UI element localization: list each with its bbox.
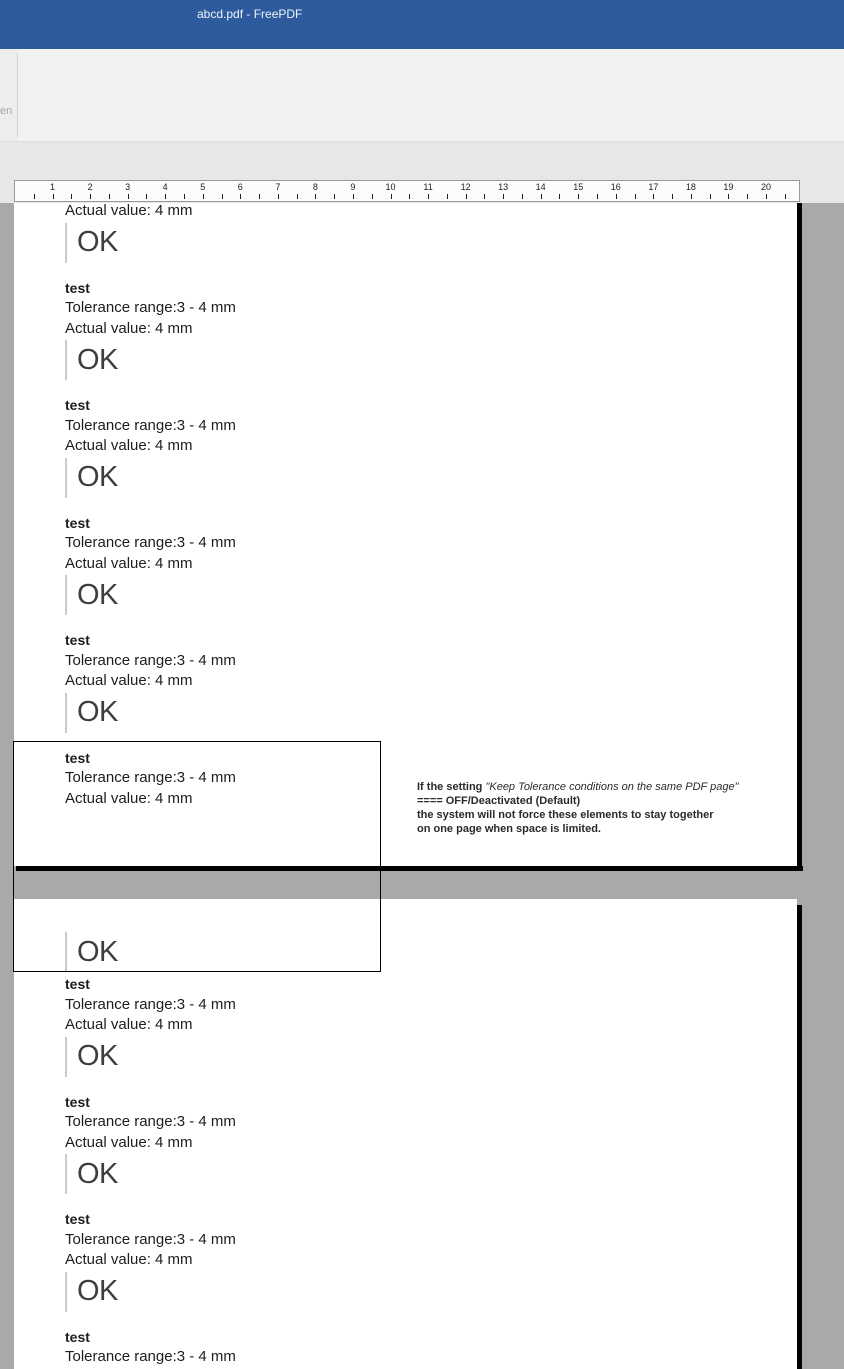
ruler-tick	[710, 194, 711, 199]
ruler-tick	[691, 194, 692, 199]
ok-result-block	[65, 458, 797, 498]
ruler-tick	[597, 194, 598, 199]
ruler-tick	[297, 194, 298, 199]
ruler-number: 1	[50, 182, 56, 192]
ruler-number: 6	[237, 182, 243, 192]
test-line: test	[65, 1328, 90, 1345]
ruler-tick	[728, 194, 729, 199]
ruler-tick	[391, 194, 392, 199]
ruler-tick	[747, 194, 748, 199]
test-line: test	[65, 976, 90, 992]
actual-line: Actual value: 4 mm	[65, 1133, 193, 1151]
test-line: test	[65, 397, 90, 413]
ruler-number: 19	[723, 182, 734, 192]
ruler-number: 20	[760, 182, 772, 192]
annotation-note-line-4: on one page when space is limited.	[417, 823, 601, 835]
ruler-number: 2	[87, 182, 93, 192]
annotation-rectangle	[13, 741, 381, 972]
tolerance-line: Tolerance range:3 - 4 mm	[65, 1348, 236, 1365]
ruler-tick	[146, 194, 147, 199]
ok-label: OK	[77, 696, 118, 728]
actual-line: Actual value: 4 mm	[65, 437, 193, 454]
ok-result-block	[65, 693, 797, 733]
ruler-tick	[203, 194, 204, 199]
actual-line: Actual value: 4 mm	[65, 319, 193, 337]
toolbar	[0, 49, 844, 142]
annotation-note-line-2: ==== OFF/Deactivated (Default)	[417, 795, 581, 807]
ruler-tick	[315, 194, 316, 199]
annotation-note-line-3: the system will not force these elements to stay together	[417, 809, 714, 821]
ruler-tick	[334, 194, 335, 199]
ruler-tick	[466, 194, 467, 199]
ruler-tick	[90, 194, 91, 199]
ok-label: OK	[77, 461, 118, 493]
ruler-tick	[616, 194, 617, 199]
ruler-number: 8	[312, 182, 318, 192]
ruler-tick	[635, 194, 636, 199]
ok-label: OK	[77, 578, 118, 611]
ruler-tick	[409, 194, 410, 199]
ruler-tick	[34, 194, 35, 199]
ruler-tick	[165, 194, 166, 199]
actual-line: Actual value: 4 mm	[65, 1016, 193, 1033]
ok-label: OK	[77, 343, 118, 376]
ok-result-block	[65, 1272, 797, 1312]
ok-result-block	[65, 1154, 797, 1194]
toolbar-divider	[17, 53, 18, 137]
page-1-right-shadow	[797, 203, 802, 871]
tolerance-line: Tolerance range:3 - 4 mm	[65, 534, 236, 551]
ruler-tick	[278, 194, 279, 199]
tolerance-line: Tolerance range:3 - 4 mm	[65, 651, 236, 669]
ruler-number: 15	[573, 182, 584, 192]
tolerance-line: Tolerance range:3 - 4 mm	[65, 299, 236, 316]
ok-label: OK	[77, 1157, 118, 1190]
ruler-strip	[0, 142, 844, 203]
actual-line: Actual value: 4 mm	[65, 789, 193, 807]
ruler-number: 18	[685, 182, 696, 192]
ruler-number: 9	[350, 182, 356, 192]
test-line: test	[65, 749, 90, 766]
ruler-tick	[184, 194, 185, 199]
ruler-number: 3	[125, 182, 131, 192]
tolerance-line: Tolerance range:3 - 4 mm	[65, 769, 236, 786]
actual-line: Actual value: 4 mm	[65, 554, 193, 572]
ruler-tick	[653, 194, 654, 199]
ruler-number: 13	[498, 182, 509, 192]
annotation-note-line-1: If the setting "Keep Tolerance conditions on the same PDF page"	[417, 781, 739, 793]
ruler-number: 17	[648, 182, 659, 192]
ruler-tick	[428, 194, 429, 199]
ruler-tick	[484, 194, 485, 199]
actual-line: Actual value: 4 mm	[65, 672, 193, 689]
ruler	[14, 180, 800, 202]
ok-label: OK	[77, 226, 118, 258]
test-line: test	[65, 1211, 90, 1227]
page-2-right-shadow	[797, 905, 802, 1369]
titlebar	[0, 0, 844, 49]
ruler-tick	[559, 194, 560, 199]
ruler-number: 5	[200, 182, 206, 192]
ruler-number: 11	[423, 182, 433, 192]
window-title: abcd.pdf - FreePDF	[197, 7, 303, 21]
ruler-tick	[766, 194, 767, 199]
ruler-number: 10	[385, 182, 396, 192]
tolerance-line: Tolerance range:3 - 4 mm	[65, 995, 236, 1013]
ruler-number: 12	[460, 182, 471, 192]
ruler-tick	[578, 194, 579, 199]
toolbar-partial-label: en	[0, 105, 13, 117]
ruler-tick	[672, 194, 673, 199]
ruler-tick	[541, 194, 542, 199]
ruler-number: 14	[535, 182, 546, 192]
ok-result-block	[65, 340, 797, 380]
ruler-tick	[71, 194, 72, 199]
ruler-tick	[372, 194, 373, 199]
test-line: test	[65, 1093, 90, 1110]
ruler-tick	[353, 194, 354, 199]
test-line: test	[65, 632, 90, 648]
annotation-note	[417, 780, 767, 836]
ruler-tick	[53, 194, 54, 199]
ruler-tick	[109, 194, 110, 199]
ok-result-block	[65, 223, 797, 263]
document-scroll-area[interactable]	[0, 203, 844, 1369]
ruler-tick	[240, 194, 241, 199]
tolerance-line: Tolerance range:3 - 4 mm	[65, 1113, 236, 1130]
actual-line: Actual value: 4 mm	[65, 203, 193, 219]
ruler-number: 7	[275, 182, 281, 192]
ruler-tick	[785, 194, 786, 199]
toolbar-left-panel	[0, 49, 17, 141]
tolerance-line: Tolerance range:3 - 4 mm	[65, 1230, 236, 1248]
ruler-tick	[128, 194, 129, 199]
ok-label: OK	[77, 935, 118, 968]
ruler-number: 4	[162, 182, 168, 192]
ruler-tick	[222, 194, 223, 199]
ruler-tick	[522, 194, 523, 199]
ruler-tick	[259, 194, 260, 199]
page-1-content	[14, 203, 797, 809]
test-line: test	[65, 279, 90, 296]
ruler-tick	[447, 194, 448, 199]
tolerance-line: Tolerance range:3 - 4 mm	[65, 416, 236, 434]
ok-result-block	[65, 575, 797, 615]
test-line: test	[65, 514, 90, 531]
ok-label: OK	[77, 1040, 118, 1072]
page-2-content	[14, 932, 797, 1368]
actual-line: Actual value: 4 mm	[65, 1251, 193, 1268]
ok-result-block	[65, 1037, 797, 1077]
ruler-tick	[503, 194, 504, 199]
ruler-number: 16	[610, 182, 621, 192]
ok-label: OK	[77, 1275, 118, 1307]
